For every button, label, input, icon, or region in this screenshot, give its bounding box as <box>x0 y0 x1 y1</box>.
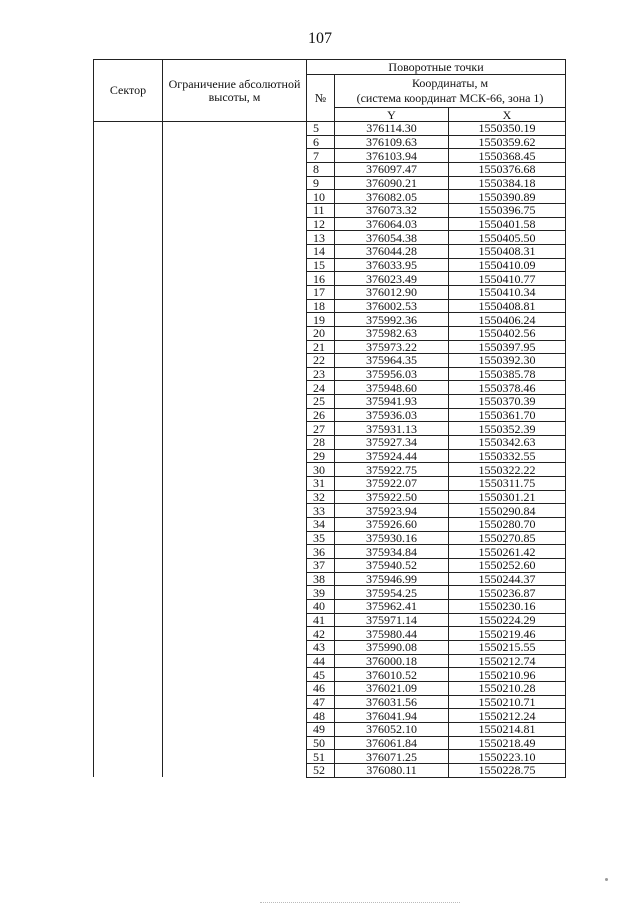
x-coordinate-cell: 1550230.16 <box>449 599 566 613</box>
x-coordinate-cell: 1550252.60 <box>449 559 566 573</box>
y-coordinate-cell: 375940.52 <box>335 559 449 573</box>
y-coordinate-cell: 376073.32 <box>335 203 449 217</box>
coordinates-table <box>93 59 566 778</box>
table-header <box>94 60 566 122</box>
point-number-cell: 16 <box>307 272 335 286</box>
x-coordinate-cell: 1550210.96 <box>449 668 566 682</box>
height-limit-header <box>163 60 307 122</box>
y-coordinate-cell: 375954.25 <box>335 586 449 600</box>
x-coordinate-cell: 1550210.71 <box>449 695 566 709</box>
point-number-cell: 20 <box>307 326 335 340</box>
x-coordinate-cell: 1550376.68 <box>449 162 566 176</box>
x-coordinate-cell: 1550214.81 <box>449 722 566 736</box>
point-number-cell: 18 <box>307 299 335 313</box>
point-number-cell: 48 <box>307 709 335 723</box>
x-coordinate-cell: 1550406.24 <box>449 313 566 327</box>
point-number-cell: 41 <box>307 613 335 627</box>
point-number-cell: 34 <box>307 518 335 532</box>
point-number-cell: 19 <box>307 313 335 327</box>
x-coordinate-cell: 1550401.58 <box>449 217 566 231</box>
height-limit-header-line1: Ограничение абсолютной <box>168 76 301 91</box>
point-number-cell: 32 <box>307 490 335 504</box>
coordinates-header-line1: Координаты, м <box>411 76 489 90</box>
coordinates-header-line2: (система координат МСК-66, зона 1) <box>356 91 544 105</box>
x-coordinate-cell: 1550280.70 <box>449 518 566 532</box>
point-number-cell: 39 <box>307 586 335 600</box>
y-coordinate-cell: 376064.03 <box>335 217 449 231</box>
x-coordinate-cell: 1550390.89 <box>449 190 566 204</box>
x-coordinate-cell: 1550219.46 <box>449 627 566 641</box>
point-number-cell: 42 <box>307 627 335 641</box>
point-number-cell: 33 <box>307 504 335 518</box>
y-coordinate-cell: 376023.49 <box>335 272 449 286</box>
sector-cell <box>94 122 163 778</box>
x-coordinate-cell: 1550236.87 <box>449 586 566 600</box>
x-coordinate-cell: 1550350.19 <box>449 122 566 136</box>
sector-header: Сектор <box>94 60 163 122</box>
y-coordinate-cell: 375931.13 <box>335 422 449 436</box>
coordinates-header <box>335 75 566 108</box>
x-coordinate-cell: 1550223.10 <box>449 750 566 764</box>
x-coordinate-cell: 1550210.28 <box>449 681 566 695</box>
y-coordinate-cell: 376061.84 <box>335 736 449 750</box>
x-coordinate-cell: 1550212.24 <box>449 709 566 723</box>
y-coordinate-cell: 376052.10 <box>335 722 449 736</box>
y-coordinate-cell: 376010.52 <box>335 668 449 682</box>
y-coordinate-cell: 376002.53 <box>335 299 449 313</box>
y-coordinate-cell: 375924.44 <box>335 449 449 463</box>
point-number-cell: 50 <box>307 736 335 750</box>
y-coordinate-cell: 375948.60 <box>335 381 449 395</box>
point-number-cell: 23 <box>307 367 335 381</box>
point-number-cell: 27 <box>307 422 335 436</box>
scan-speck <box>605 878 608 881</box>
x-coordinate-cell: 1550361.70 <box>449 408 566 422</box>
y-coordinate-cell: 376109.63 <box>335 135 449 149</box>
point-number-cell: 8 <box>307 162 335 176</box>
table-body <box>94 122 566 778</box>
y-coordinate-cell: 375992.36 <box>335 313 449 327</box>
y-coordinate-cell: 375962.41 <box>335 599 449 613</box>
point-number-cell: 13 <box>307 231 335 245</box>
point-number-cell: 40 <box>307 599 335 613</box>
x-coordinate-cell: 1550342.63 <box>449 436 566 450</box>
y-coordinate-cell: 375973.22 <box>335 340 449 354</box>
point-number-cell: 7 <box>307 149 335 163</box>
x-coordinate-cell: 1550410.77 <box>449 272 566 286</box>
page-number: 107 <box>308 30 332 47</box>
point-number-cell: 10 <box>307 190 335 204</box>
y-coordinate-cell: 376114.30 <box>335 122 449 136</box>
y-axis-header: Y <box>335 108 449 122</box>
point-number-cell: 6 <box>307 135 335 149</box>
y-coordinate-cell: 376090.21 <box>335 176 449 190</box>
point-number-cell: 17 <box>307 285 335 299</box>
x-coordinate-cell: 1550290.84 <box>449 504 566 518</box>
x-coordinate-cell: 1550370.39 <box>449 395 566 409</box>
y-coordinate-cell: 375922.50 <box>335 490 449 504</box>
y-coordinate-cell: 376071.25 <box>335 750 449 764</box>
x-coordinate-cell: 1550405.50 <box>449 231 566 245</box>
point-number-cell: 44 <box>307 654 335 668</box>
x-coordinate-cell: 1550392.30 <box>449 354 566 368</box>
x-coordinate-cell: 1550352.39 <box>449 422 566 436</box>
point-number-cell: 26 <box>307 408 335 422</box>
point-number-cell: 22 <box>307 354 335 368</box>
point-number-cell: 37 <box>307 559 335 573</box>
y-coordinate-cell: 376103.94 <box>335 149 449 163</box>
point-number-cell: 25 <box>307 395 335 409</box>
y-coordinate-cell: 375941.93 <box>335 395 449 409</box>
y-coordinate-cell: 376044.28 <box>335 244 449 258</box>
y-coordinate-cell: 376031.56 <box>335 695 449 709</box>
x-coordinate-cell: 1550378.46 <box>449 381 566 395</box>
x-coordinate-cell: 1550410.09 <box>449 258 566 272</box>
y-coordinate-cell: 376000.18 <box>335 654 449 668</box>
x-coordinate-cell: 1550270.85 <box>449 531 566 545</box>
y-coordinate-cell: 376041.94 <box>335 709 449 723</box>
x-coordinate-cell: 1550408.81 <box>449 299 566 313</box>
number-header: № <box>307 75 335 122</box>
y-coordinate-cell: 375964.35 <box>335 354 449 368</box>
y-coordinate-cell: 375956.03 <box>335 367 449 381</box>
table-row <box>94 122 566 136</box>
x-coordinate-cell: 1550359.62 <box>449 135 566 149</box>
point-number-cell: 35 <box>307 531 335 545</box>
point-number-cell: 11 <box>307 203 335 217</box>
y-coordinate-cell: 375922.07 <box>335 477 449 491</box>
y-coordinate-cell: 376082.05 <box>335 190 449 204</box>
point-number-cell: 21 <box>307 340 335 354</box>
y-coordinate-cell: 375926.60 <box>335 518 449 532</box>
point-number-cell: 14 <box>307 244 335 258</box>
y-coordinate-cell: 376054.38 <box>335 231 449 245</box>
x-coordinate-cell: 1550396.75 <box>449 203 566 217</box>
y-coordinate-cell: 376012.90 <box>335 285 449 299</box>
y-coordinate-cell: 375934.84 <box>335 545 449 559</box>
y-coordinate-cell: 376021.09 <box>335 681 449 695</box>
y-coordinate-cell: 375936.03 <box>335 408 449 422</box>
x-coordinate-cell: 1550244.37 <box>449 572 566 586</box>
turning-points-header: Поворотные точки <box>307 60 566 75</box>
y-coordinate-cell: 376097.47 <box>335 162 449 176</box>
x-coordinate-cell: 1550311.75 <box>449 477 566 491</box>
point-number-cell: 46 <box>307 681 335 695</box>
point-number-cell: 12 <box>307 217 335 231</box>
height-limit-cell <box>163 122 307 778</box>
point-number-cell: 43 <box>307 640 335 654</box>
x-coordinate-cell: 1550410.34 <box>449 285 566 299</box>
point-number-cell: 15 <box>307 258 335 272</box>
point-number-cell: 29 <box>307 449 335 463</box>
x-coordinate-cell: 1550397.95 <box>449 340 566 354</box>
y-coordinate-cell: 375971.14 <box>335 613 449 627</box>
x-coordinate-cell: 1550224.29 <box>449 613 566 627</box>
point-number-cell: 31 <box>307 477 335 491</box>
height-limit-header-line2: высоты, м <box>208 89 261 104</box>
x-coordinate-cell: 1550301.21 <box>449 490 566 504</box>
x-coordinate-cell: 1550215.55 <box>449 640 566 654</box>
point-number-cell: 51 <box>307 750 335 764</box>
y-coordinate-cell: 375946.99 <box>335 572 449 586</box>
x-coordinate-cell: 1550218.49 <box>449 736 566 750</box>
y-coordinate-cell: 375982.63 <box>335 326 449 340</box>
y-coordinate-cell: 376080.11 <box>335 763 449 777</box>
y-coordinate-cell: 376033.95 <box>335 258 449 272</box>
point-number-cell: 36 <box>307 545 335 559</box>
point-number-cell: 49 <box>307 722 335 736</box>
point-number-cell: 24 <box>307 381 335 395</box>
point-number-cell: 47 <box>307 695 335 709</box>
point-number-cell: 45 <box>307 668 335 682</box>
y-coordinate-cell: 375927.34 <box>335 436 449 450</box>
y-coordinate-cell: 375990.08 <box>335 640 449 654</box>
point-number-cell: 9 <box>307 176 335 190</box>
x-coordinate-cell: 1550228.75 <box>449 763 566 777</box>
page-bottom-line <box>260 902 460 903</box>
y-coordinate-cell: 375923.94 <box>335 504 449 518</box>
x-coordinate-cell: 1550212.74 <box>449 654 566 668</box>
y-coordinate-cell: 375980.44 <box>335 627 449 641</box>
point-number-cell: 52 <box>307 763 335 777</box>
y-coordinate-cell: 375922.75 <box>335 463 449 477</box>
x-coordinate-cell: 1550384.18 <box>449 176 566 190</box>
point-number-cell: 28 <box>307 436 335 450</box>
x-coordinate-cell: 1550332.55 <box>449 449 566 463</box>
point-number-cell: 30 <box>307 463 335 477</box>
x-coordinate-cell: 1550368.45 <box>449 149 566 163</box>
point-number-cell: 5 <box>307 122 335 136</box>
x-coordinate-cell: 1550385.78 <box>449 367 566 381</box>
x-coordinate-cell: 1550261.42 <box>449 545 566 559</box>
x-coordinate-cell: 1550322.22 <box>449 463 566 477</box>
point-number-cell: 38 <box>307 572 335 586</box>
x-coordinate-cell: 1550402.56 <box>449 326 566 340</box>
x-coordinate-cell: 1550408.31 <box>449 244 566 258</box>
y-coordinate-cell: 375930.16 <box>335 531 449 545</box>
x-axis-header: X <box>449 108 566 122</box>
